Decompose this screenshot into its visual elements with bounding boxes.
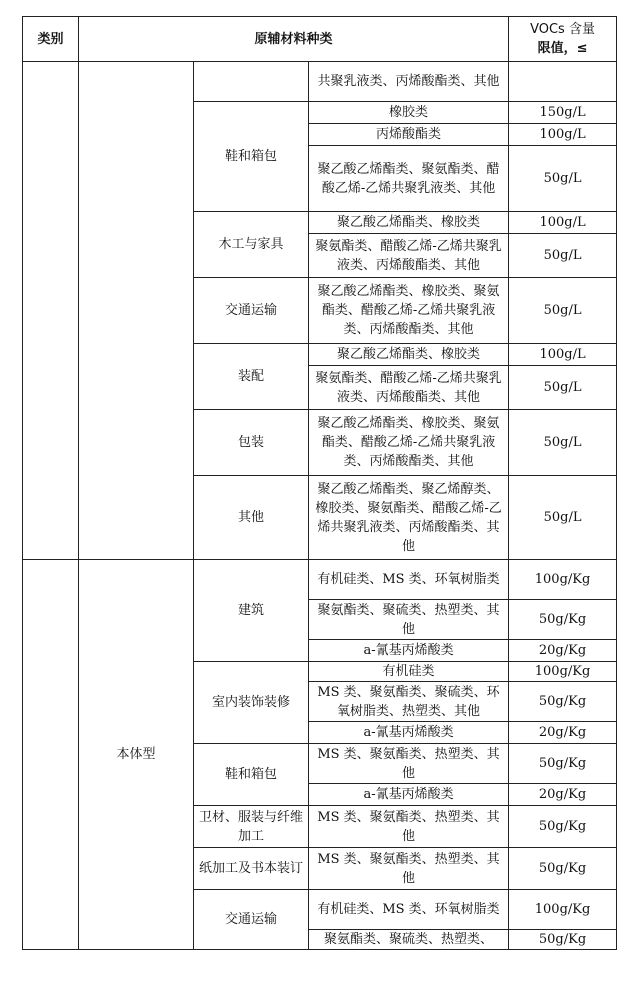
limit-cell: 20g/Kg [509, 784, 617, 806]
limit-cell: 50g/Kg [509, 848, 617, 890]
application-cell: 鞋和箱包 [194, 102, 309, 212]
header-voc-limit-line1: VOCs 含量 [530, 22, 595, 37]
material-cell: 有机硅类、MS 类、环氧树脂类 [309, 560, 509, 600]
header-row [23, 17, 617, 62]
subcategory-label: 本体型 [79, 560, 194, 950]
application-cell: 室内装饰装修 [194, 662, 309, 744]
limit-cell: 100g/Kg [509, 662, 617, 682]
limit-cell: 50g/Kg [509, 930, 617, 950]
voc-limits-table [22, 16, 617, 950]
material-cell: 聚乙酸乙烯酯类、聚氨酯类、醋酸乙烯-乙烯共聚乳液类、其他 [309, 146, 509, 212]
material-cell: 聚氨酯类、醋酸乙烯-乙烯共聚乳液类、丙烯酸酯类、其他 [309, 234, 509, 278]
material-cell: MS 类、聚氨酯类、热塑类、其他 [309, 806, 509, 848]
application-cell: 木工与家具 [194, 212, 309, 278]
limit-cell: 20g/Kg [509, 722, 617, 744]
table-row [23, 560, 617, 600]
material-cell: 聚乙酸乙烯酯类、橡胶类 [309, 212, 509, 234]
limit-cell: 50g/Kg [509, 744, 617, 784]
application-cell: 包装 [194, 410, 309, 476]
application-cell [194, 62, 309, 102]
limit-cell: 100g/L [509, 212, 617, 234]
limit-cell: 100g/L [509, 124, 617, 146]
limit-cell: 50g/Kg [509, 806, 617, 848]
material-cell: MS 类、聚氨酯类、聚硫类、环氧树脂类、热塑类、其他 [309, 682, 509, 722]
limit-cell: 150g/L [509, 102, 617, 124]
material-cell: 聚氨酯类、醋酸乙烯-乙烯共聚乳液类、丙烯酸酯类、其他 [309, 366, 509, 410]
material-cell: 有机硅类、MS 类、环氧树脂类 [309, 890, 509, 930]
application-cell: 交通运输 [194, 890, 309, 950]
material-cell: 共聚乳液类、丙烯酸酯类、其他 [309, 62, 509, 102]
limit-cell: 100g/L [509, 344, 617, 366]
limit-cell: 20g/Kg [509, 640, 617, 662]
material-cell: 聚乙酸乙烯酯类、橡胶类、聚氨酯类、醋酸乙烯-乙烯共聚乳液类、丙烯酸酯类、其他 [309, 410, 509, 476]
material-cell: 橡胶类 [309, 102, 509, 124]
limit-cell: 50g/L [509, 366, 617, 410]
material-cell: 有机硅类 [309, 662, 509, 682]
table-row [23, 62, 617, 102]
application-cell: 卫材、服装与纤维加工 [194, 806, 309, 848]
limit-cell: 50g/L [509, 278, 617, 344]
header-category: 类别 [23, 17, 79, 62]
material-cell: 聚氨酯类、聚硫类、热塑类、 [309, 930, 509, 950]
header-voc-limit [509, 17, 617, 62]
application-cell: 建筑 [194, 560, 309, 662]
application-cell: 交通运输 [194, 278, 309, 344]
subcategory-cell-upper [79, 62, 194, 560]
material-cell: 聚乙酸乙烯酯类、橡胶类 [309, 344, 509, 366]
category-cell-lower [23, 560, 79, 950]
limit-cell: 50g/Kg [509, 682, 617, 722]
limit-cell: 50g/L [509, 410, 617, 476]
limit-cell: 50g/L [509, 476, 617, 560]
application-cell: 其他 [194, 476, 309, 560]
limit-cell: 50g/L [509, 234, 617, 278]
limit-cell: 100g/Kg [509, 890, 617, 930]
application-cell: 装配 [194, 344, 309, 410]
category-cell-upper [23, 62, 79, 560]
limit-cell [509, 62, 617, 102]
material-cell: 丙烯酸酯类 [309, 124, 509, 146]
limit-cell: 50g/L [509, 146, 617, 212]
header-material-type: 原辅材料种类 [79, 17, 509, 62]
material-cell: a-氰基丙烯酸类 [309, 784, 509, 806]
application-cell: 纸加工及书本装订 [194, 848, 309, 890]
material-cell: a-氰基丙烯酸类 [309, 722, 509, 744]
material-cell: MS 类、聚氨酯类、热塑类、其他 [309, 744, 509, 784]
material-cell: 聚氨酯类、聚硫类、热塑类、其他 [309, 600, 509, 640]
material-cell: 聚乙酸乙烯酯类、聚乙烯醇类、橡胶类、聚氨酯类、醋酸乙烯-乙烯共聚乳液类、丙烯酸酯类、其他 [309, 476, 509, 560]
header-voc-limit-line2: 限值，≤ [537, 41, 588, 56]
material-cell: 聚乙酸乙烯酯类、橡胶类、聚氨酯类、醋酸乙烯-乙烯共聚乳液类、丙烯酸酯类、其他 [309, 278, 509, 344]
limit-cell: 100g/Kg [509, 560, 617, 600]
application-cell: 鞋和箱包 [194, 744, 309, 806]
limit-cell: 50g/Kg [509, 600, 617, 640]
voc-limits-document [22, 16, 616, 950]
material-cell: a-氰基丙烯酸类 [309, 640, 509, 662]
material-cell: MS 类、聚氨酯类、热塑类、其他 [309, 848, 509, 890]
